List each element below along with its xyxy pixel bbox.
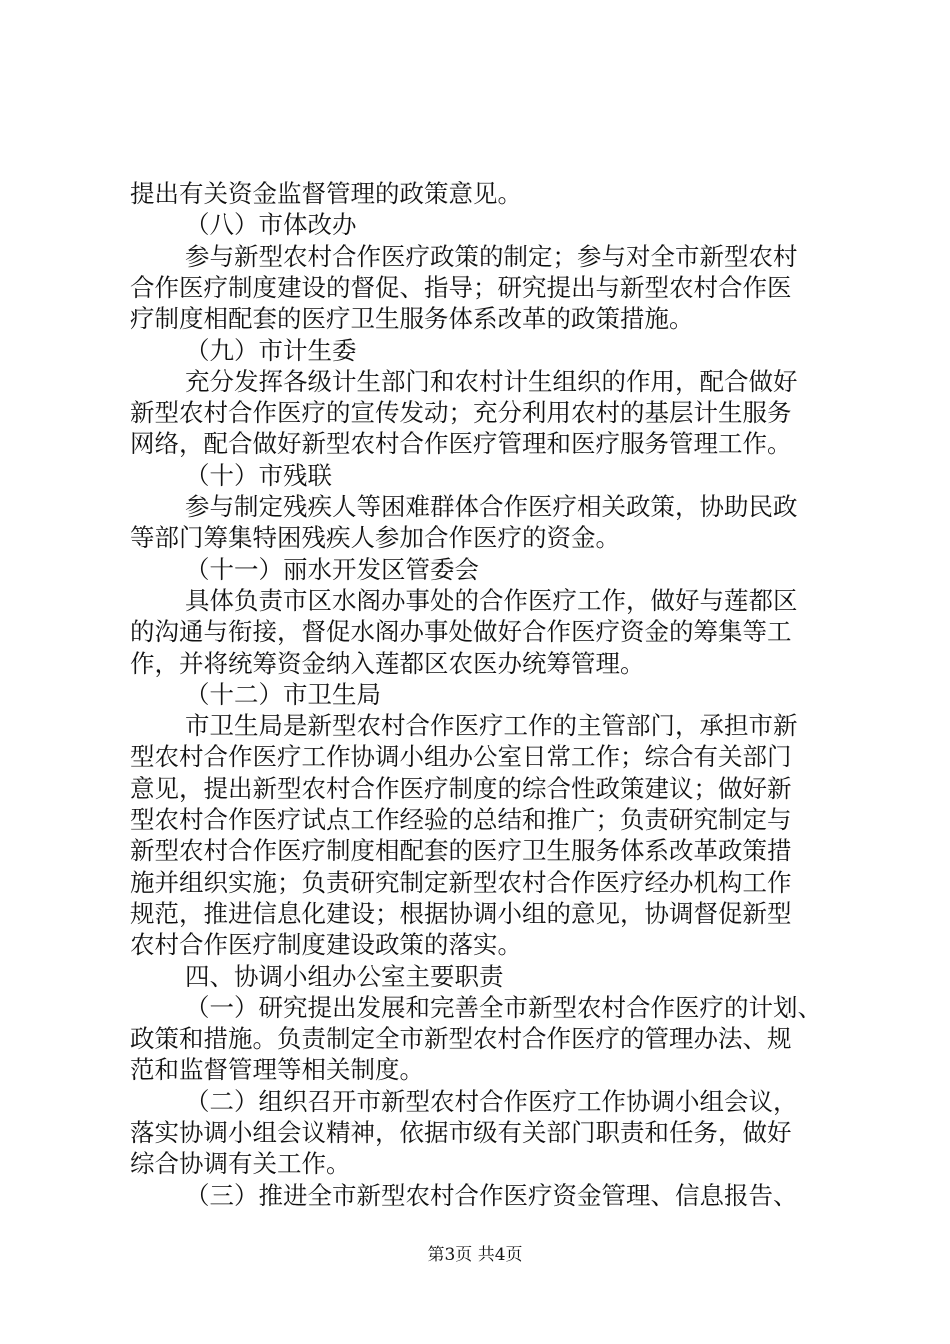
text-line: 的沟通与衔接，督促水阁办事处做好合作医疗资金的筹集等工	[130, 617, 792, 647]
text-line: 等部门筹集特困残疾人参加合作医疗的资金。	[130, 523, 620, 553]
text-line: 充分发挥各级计生部门和农村计生组织的作用，配合做好	[185, 366, 798, 396]
text-line: 政策和措施。负责制定全市新型农村合作医疗的管理办法、规	[130, 1024, 792, 1054]
section-heading: （九）市计生委	[185, 335, 357, 365]
text-line: 具体负责市区水阁办事处的合作医疗工作，做好与莲都区	[185, 585, 798, 615]
text-line: 落实协调小组会议精神，依据市级有关部门职责和任务，做好	[130, 1118, 792, 1147]
page-footer: 第3页 共4页	[427, 1245, 523, 1265]
text-line: 规范，推进信息化建设；根据协调小组的意见，协调督促新型	[130, 898, 792, 928]
text-line: 施并组织实施；负责研究制定新型农村合作医疗经办机构工作	[130, 867, 792, 897]
section-heading: 四、协调小组办公室主要职责	[185, 961, 504, 991]
section-heading: （十一）丽水开发区管委会	[185, 554, 479, 584]
text-line: 市卫生局是新型农村合作医疗工作的主管部门，承担市新	[185, 711, 798, 741]
text-line: 疗制度相配套的医疗卫生服务体系改革的政策措施。	[130, 304, 694, 334]
text-line: 意见，提出新型农村合作医疗制度的综合性政策建议；做好新	[130, 773, 792, 803]
text-line: 网络，配合做好新型农村合作医疗管理和医疗服务管理工作。	[130, 429, 792, 459]
text-line: （一）研究提出发展和完善全市新型农村合作医疗的计划、	[185, 992, 822, 1022]
text-line: 提出有关资金监督管理的政策意见。	[130, 179, 522, 208]
text-line: 范和监督管理等相关制度。	[130, 1055, 424, 1085]
text-line: 农村合作医疗制度建设政策的落实。	[130, 930, 522, 960]
section-heading: （八）市体改办	[185, 210, 357, 240]
text-line: 型农村合作医疗试点工作经验的总结和推广；负责研究制定与	[130, 805, 792, 834]
section-heading: （十二）市卫生局	[185, 679, 381, 709]
text-line: 参与制定残疾人等困难群体合作医疗相关政策，协助民政	[185, 492, 798, 521]
text-line: 新型农村合作医疗制度相配套的医疗卫生服务体系改革政策措	[130, 836, 792, 866]
text-line: （二）组织召开市新型农村合作医疗工作协调小组会议，	[185, 1086, 798, 1116]
text-line: 新型农村合作医疗的宣传发动；充分利用农村的基层计生服务	[130, 398, 792, 428]
text-line: 综合协调有关工作。	[130, 1149, 351, 1179]
text-line: 合作医疗制度建设的督促、指导；研究提出与新型农村合作医	[130, 272, 792, 302]
text-line: 型农村合作医疗工作协调小组办公室日常工作；综合有关部门	[130, 742, 792, 772]
text-line: 参与新型农村合作医疗政策的制定；参与对全市新型农村	[185, 241, 798, 271]
section-heading: （十）市残联	[185, 460, 332, 490]
text-line: （三）推进全市新型农村合作医疗资金管理、信息报告、	[185, 1180, 798, 1210]
text-line: 作，并将统筹资金纳入莲都区农医办统筹管理。	[130, 648, 645, 678]
